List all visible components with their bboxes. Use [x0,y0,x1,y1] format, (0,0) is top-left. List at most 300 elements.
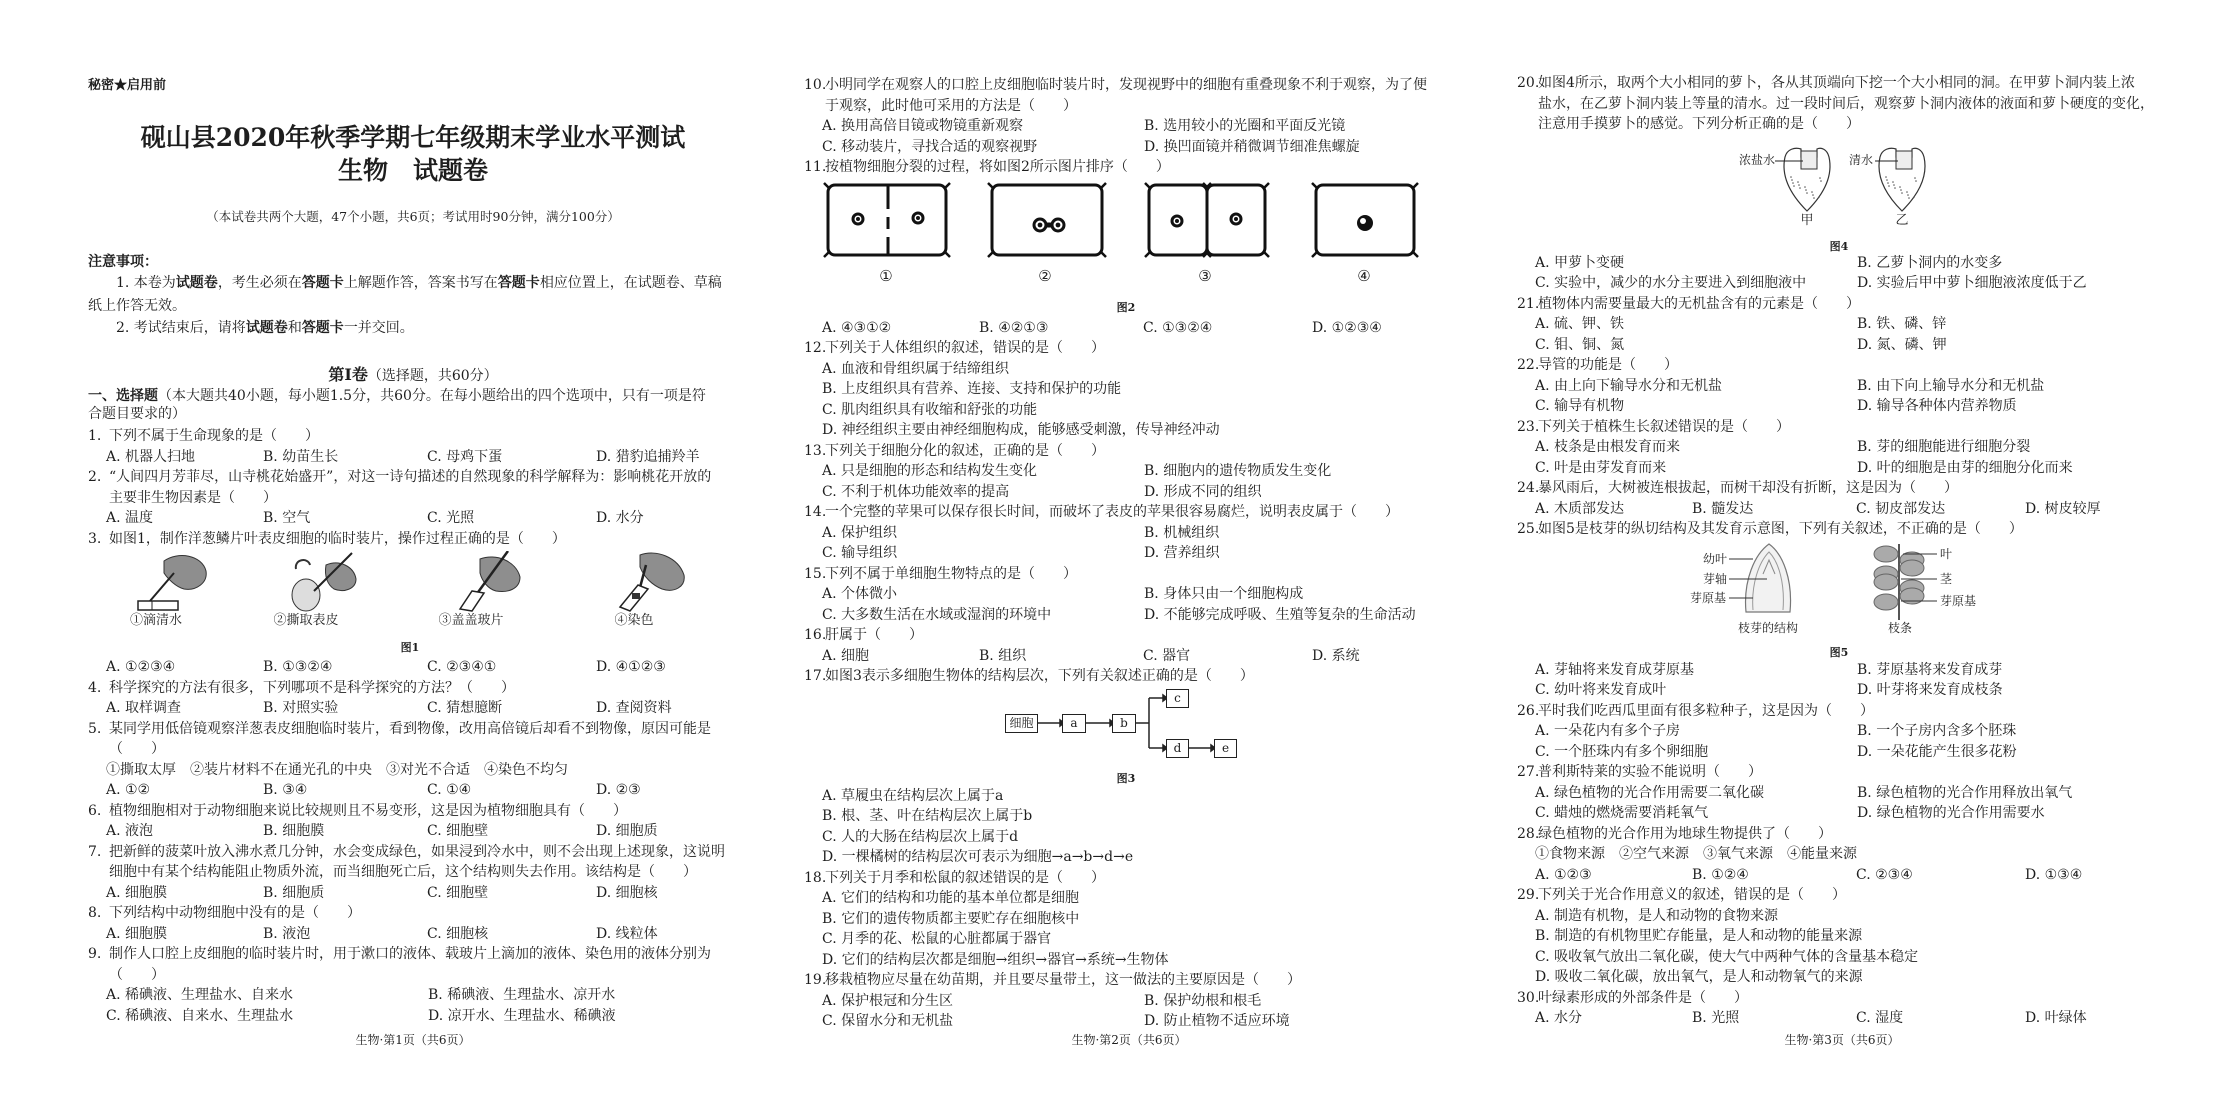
option-c: C. 器官 [1143,647,1191,664]
question-number: 24. [1517,480,1540,496]
tear-epidermis-illustration [286,551,358,617]
option-c: C. 韧皮部发达 [1856,500,1946,517]
option-c: C. 猜想臆断 [427,700,503,716]
notice-text: 答题卡 [301,320,344,336]
question-stem [804,441,1454,462]
question-stem-cont [1517,94,2167,115]
option-a: A. ①②③④ [106,659,176,675]
option-d: D. 绿色植物的光合作用需要水 [1857,805,2045,821]
section-title: 一、选择题 [88,388,158,404]
option-d: D. 凉开水、生理盐水、稀碘液 [428,1007,616,1024]
option-d: D. 一朵花能产生很多花粉 [1857,743,2017,760]
option-b: B. 芽的细胞能进行细胞分裂 [1857,439,2031,455]
option-a: A. 草履虫在结构层次上属于a [822,787,1004,804]
option-row [804,646,1454,667]
question-text: 如图5是枝芽的纵切结构及其发育示意图，下列有关叙述，不正确的是（ ） [1538,521,2023,537]
question-number: 20. [1517,75,1540,91]
question-number: 7. [88,843,102,860]
option-row [88,883,738,904]
notice-text: ，考生必须在 [217,275,302,291]
question-stem [1517,73,2167,94]
label-bud-axis: 芽轴 [1703,571,1728,586]
option-d: D. 树皮较厚 [2025,500,2101,517]
question-number: 11. [804,159,827,175]
option-d: D. 防止植物不适应环境 [1144,1013,1290,1029]
option-c: C. 蜡烛的燃烧需要消耗氧气 [1535,805,1709,821]
label-young-leaf: 幼叶 [1703,551,1728,566]
label-branch-primordium: 芽原基 [1940,593,1977,608]
question-number: 13. [804,442,827,459]
notice-text: 答题卡 [301,275,344,291]
option-a: A. 甲萝卜变硬 [1535,254,1625,271]
option-b: B. 绿色植物的光合作用释放出氧气 [1857,784,2073,801]
option-a: A. ①② [106,782,151,798]
notice-text: 上解题作答，答案书写在 [343,275,498,291]
option-row [804,827,1454,848]
staining-illustration [614,551,686,617]
option-row [804,950,1454,971]
option-a: A. 只是细胞的形态和结构发生变化 [822,463,1038,479]
figure-fig2 [804,178,1454,318]
label-salt-water: 浓盐水 [1739,152,1776,167]
option-row [804,318,1454,339]
option-a: A. 水分 [1535,1010,1583,1026]
question-number: 8. [88,905,102,921]
option-row [1517,660,2167,681]
option-c: C. 大多数生活在水域或湿润的环境中 [822,606,1052,623]
option-b: B. ④②①③ [979,319,1049,336]
option-a: A. ④③①② [822,319,892,336]
option-d: D. 细胞核 [596,884,658,901]
notice-text: 纸上作答无效。 [88,298,186,314]
figure-label: ① [879,266,893,285]
option-row [804,584,1454,605]
option-row [1517,783,2167,804]
question-text: 注意用手摸萝卜的感觉。下列分析正确的是（ ） [1538,116,1860,132]
option-b: B. 由下向上输导水分和无机盐 [1857,377,2045,394]
question-stem-cont [88,739,738,760]
box-b: b [1112,714,1136,733]
part-title: 第Ⅰ卷 [328,365,368,384]
option-c: C. ②③④① [427,659,497,675]
option-b: B. 保护幼根和根毛 [1144,992,1262,1009]
figure-label: ④ [1357,266,1371,285]
question-text: 某同学用低倍镜观察洋葱表皮细胞临时装片，看到物像，改用高倍镜后却看不到物像，原因可能是 [109,720,711,737]
question-text: 小明同学在观察人的口腔上皮细胞临时装片时，发现视野中的细胞有重叠现象不利于观察，为了便 [825,77,1427,93]
question-number: 28. [1517,825,1540,842]
question-text: 把新鲜的菠菜叶放入沸水煮几分钟，水会变成绿色，如果浸到冷水中，则不会出现上述现象，这说明 [109,843,725,860]
question-stem [88,467,738,488]
question-stem [88,529,738,550]
figure-caption: 图3 [1116,771,1136,785]
question-stem [1517,417,2167,438]
question-text: 制作人口腔上皮细胞的临时装片时，用于漱口的液体、载玻片上滴加的液体、染色用的液体分别为 [109,946,711,962]
label-clear-water: 清水 [1849,152,1874,167]
option-b: B. 机械组织 [1144,524,1220,541]
option-d: D. 神经组织主要由神经细胞构成，能够感受刺激，传导神经冲动 [822,422,1220,438]
option-c: C. ①③②④ [1143,319,1213,336]
question-stem [88,842,738,863]
question-number: 21. [1517,295,1540,312]
option-a: A. 稀碘液、生理盐水、自来水 [106,987,294,1003]
question-stem [88,944,738,965]
option-a: A. 它们的结构和功能的基本单位都是细胞 [822,890,1080,906]
option-row [804,523,1454,544]
part-subtitle: （选择题，共60分） [367,368,498,384]
option-row [88,508,738,529]
box-e: e [1214,739,1237,758]
box-a: a [1062,714,1086,733]
question-stem [804,564,1454,585]
option-row [804,605,1454,626]
question-stem [1517,762,2167,783]
option-d: D. 输导各种体内营养物质 [1857,398,2017,414]
option-d: D. 换凹面镜并稍微调节细准焦螺旋 [1144,138,1360,155]
question-text: 肝属于（ ） [825,627,923,643]
question-number: 6. [88,802,102,819]
option-row [1517,396,2167,417]
option-a: A. 个体微小 [822,586,898,602]
option-row [1517,1008,2167,1029]
question-stem [804,970,1454,991]
option-a: A. 保护根冠和分生区 [822,992,954,1009]
option-d: D. 吸收二氧化碳，放出氧气，是人和动物氧气的来源 [1535,969,1863,985]
page-column-3 [1517,73,2167,1029]
option-c: C. 湿度 [1856,1010,1904,1026]
question-number: 10. [804,77,827,93]
option-d: D. ②③ [596,782,641,798]
option-row [88,1006,738,1027]
section-heading [88,385,706,405]
option-row [804,379,1454,400]
radish-experiment-illustration [1517,135,2167,239]
option-b: B. 髓发达 [1692,500,1754,517]
option-a: A. 制造有机物，是人和动物的食物来源 [1535,907,1779,924]
option-d: D. 猎豹追捕羚羊 [596,448,700,465]
option-b: B. 细胞质 [263,884,325,901]
option-c: C. 光照 [427,510,475,526]
notice-text: 试题卷 [245,320,288,336]
box-cell: 细胞 [1005,714,1038,733]
question-stem [804,666,1454,687]
option-d: D. 叶的细胞是由芽的细胞分化而来 [1857,459,2073,476]
exam-subtitle: 生物 试题卷 [337,156,488,185]
notice-text: 试题卷 [175,275,218,291]
question-stem [1517,294,2167,315]
option-row [1517,803,2167,824]
option-b: B. ①②④ [1692,866,1749,883]
option-b: B. ③④ [263,782,308,798]
option-c: C. 吸收氧气放出二氧化碳，使大气中两种气体的含量基本稳定 [1535,948,1919,965]
option-a: A. 温度 [106,510,154,526]
question-text: 盐水，在乙萝卜洞内装上等量的清水。过一段时间后，观察萝卜洞内液体的液面和萝卜硬度的变化， [1538,95,2154,112]
question-stem [1517,824,2167,845]
figure-label: ①滴清水 [129,613,183,628]
option-b: B. 光照 [1692,1010,1740,1026]
option-c: C. 不利于机体功能效率的提高 [822,483,1010,500]
option-a: A. 由上向下输导水分和无机盐 [1535,377,1723,394]
option-d: D. 线粒体 [596,925,658,942]
option-row [1517,376,2167,397]
question-text: 如图1，制作洋葱鳞片叶表皮细胞的临时装片，操作过程正确的是（ ） [109,530,566,547]
option-c: C. 人的大肠在结构层次上属于d [822,828,1019,845]
option-a: A. 木质部发达 [1535,500,1625,517]
option-row [88,924,738,945]
option-a: A. 机器人扫地 [106,448,196,465]
cover-slip-illustration [450,551,522,617]
option-c: C. 移动装片，寻找合适的观察视野 [822,138,1038,155]
question-number: 17. [804,668,827,684]
option-b: B. 选用较小的光圈和平面反光镜 [1144,118,1346,134]
question-stem [1517,355,2167,376]
option-c: C. 输导组织 [822,545,898,561]
figure-caption: 图1 [400,641,420,654]
notice-text: 相应位置上，在试题卷、草稿 [539,275,722,291]
option-d: D. 不能够完成呼吸、生殖等复杂的生命活动 [1144,606,1416,623]
option-row [804,806,1454,827]
page-footer: 生物·第2页（共6页） [1071,1033,1187,1047]
option-c: C. 钼、铜、氮 [1535,336,1625,353]
option-row [1517,458,2167,479]
question-text: “人间四月芳菲尽，山寺桃花始盛开”，对这一诗句描述的自然现象的科学解释为：影响桃花开放的 [109,469,712,485]
option-row [804,1011,1454,1032]
question-text: 下列关于月季和松鼠的叙述错误的是（ ） [825,869,1105,886]
question-number: 27. [1517,764,1540,780]
option-a: A. ①②③ [1535,866,1592,883]
option-c: C. 细胞壁 [427,884,489,901]
cell-division-illustration [804,181,1454,265]
option-row [804,847,1454,868]
option-a: A. 枝条是由根发育而来 [1535,439,1681,455]
question-number: 1. [88,428,102,444]
question-stem [804,75,1454,96]
option-row [1517,947,2167,968]
option-row [804,359,1454,380]
option-c: C. 幼叶将来发育成叶 [1535,682,1667,698]
option-row [1517,865,2167,886]
question-number: 15. [804,565,827,582]
figure-label: ④染色 [614,613,654,628]
option-row [1517,906,2167,927]
label-yi: 乙 [1895,212,1909,228]
page-column-2 [804,75,1454,1032]
question-number: 16. [804,627,827,643]
option-b: B. ①③②④ [263,659,333,675]
bud-and-branch-illustration [1517,540,2167,634]
figure-fig1 [88,549,738,657]
exam-info-note: （本试卷共两个大题，47个小题，共6页；考试用时90分钟，满分100分） [206,209,620,224]
question-text: 导管的功能是（ ） [1538,357,1678,373]
page-column-1 [88,426,738,1026]
option-b: B. 上皮组织具有营养、连接、支持和保护的功能 [822,381,1122,397]
notice-item [116,272,722,292]
question-number: 12. [804,340,827,356]
question-stem [804,157,1454,178]
page-footer: 生物·第1页（共6页） [355,1033,471,1047]
question-number: 22. [1517,357,1540,373]
question-text: 下列关于细胞分化的叙述，正确的是（ ） [825,442,1105,459]
option-a: A. 保护组织 [822,524,898,541]
option-a: A. 细胞 [822,647,870,664]
question-text: （ ） [109,741,165,757]
figure-caption: 图4 [1829,239,1849,253]
option-row [88,780,738,801]
option-row [804,909,1454,930]
page-footer: 生物·第3页（共6页） [1784,1033,1900,1047]
option-a: A. 液泡 [106,823,154,839]
option-row [804,929,1454,950]
figure-label: ③盖盖玻片 [438,613,504,628]
option-b: B. 幼苗生长 [263,448,339,465]
option-a: A. 绿色植物的光合作用需要二氧化碳 [1535,784,1765,801]
question-number: 29. [1517,887,1540,903]
question-stem-cont [1517,114,2167,135]
option-b: B. 液泡 [263,925,311,942]
option-a: A. 硫、钾、铁 [1535,316,1625,332]
question-number: 5. [88,720,102,737]
statement-text: ①食物来源 ②空气来源 ③氧气来源 ④能量来源 [1535,846,1857,862]
option-d: D. ④①②③ [596,659,666,675]
confidential-mark: 秘密★启用前 [88,78,167,93]
label-branch: 枝条 [1887,620,1913,635]
option-b: B. 根、茎、叶在结构层次上属于b [822,808,1033,824]
question-number: 18. [804,869,827,886]
option-a: A. 血液和骨组织属于结缔组织 [822,360,1010,377]
option-d: D. 它们的结构层次都是细胞→组织→器官→系统→生物体 [822,951,1169,968]
option-d: D. 形成不同的组织 [1144,483,1262,500]
question-text: 于观察，此时他可采用的方法是（ ） [825,97,1077,114]
question-text: 移栽植物应尽量在幼苗期，并且要尽量带土，这一做法的主要原因是（ ） [825,972,1301,988]
option-a: A. 芽轴将来发育成芽原基 [1535,661,1695,678]
drop-water-illustration [136,551,208,617]
question-stem-cont [804,96,1454,117]
option-row [804,137,1454,158]
option-b: B. 对照实验 [263,700,339,716]
figure-caption: 图2 [1116,300,1136,314]
option-a: A. 细胞膜 [106,925,168,942]
option-a: A. 取样调查 [106,700,182,716]
option-c: C. 稀碘液、自来水、生理盐水 [106,1007,294,1024]
notice-text: 答题卡 [497,275,540,291]
question-text: 科学探究的方法有很多，下列哪项不是科学探究的方法？（ ） [109,679,515,696]
question-number: 23. [1517,418,1540,435]
notice-title: 注意事项： [88,254,158,270]
option-d: D. 叶绿体 [2025,1010,2087,1026]
question-text: 下列不属于单细胞生物特点的是（ ） [825,565,1077,582]
option-c: C. 细胞核 [427,925,489,942]
notice-text: 1. 本卷为 [116,275,176,291]
question-number: 25. [1517,521,1540,537]
option-a: A. 细胞膜 [106,884,168,901]
option-c: C. 月季的花、松鼠的心脏都属于器官 [822,931,1052,947]
question-number: 4. [88,679,102,696]
option-row [1517,742,2167,763]
notice-text: 和 [287,320,302,336]
part-heading [88,362,738,385]
question-stem [88,801,738,822]
question-number: 3. [88,530,102,547]
option-row [88,447,738,468]
question-text: 暴风雨后，大树被连根拔起，而树干却没有折断，这是因为（ ） [1538,480,1958,496]
option-row [88,821,738,842]
option-c: C. 输导有机物 [1535,398,1625,414]
question-text: 细胞中有某个结构能阻止物质外流，而当细胞死亡后，这个结构则失去作用。该结构是（ ） [109,864,697,880]
question-stem [804,868,1454,889]
option-row [88,985,738,1006]
option-row [1517,273,2167,294]
question-text: 如图4所示，取两个大小相同的萝卜，各从其顶端向下挖一个大小相同的洞。在甲萝卜洞内装上浓 [1538,75,2135,91]
option-d: D. 查阅资料 [596,700,672,716]
question-text: 叶绿素形成的外部条件是（ ） [1538,989,1748,1006]
label-bud-structure: 枝芽的结构 [1737,620,1799,635]
option-d: D. ①②③④ [1312,319,1382,336]
option-d: D. 细胞质 [596,823,658,839]
question-stem-cont [88,862,738,883]
option-row [1517,335,2167,356]
option-c: C. ②③④ [1856,866,1913,883]
option-c: C. 一个胚珠内有多个卵细胞 [1535,743,1709,760]
question-stem [1517,885,2167,906]
option-row [804,888,1454,909]
option-b: B. 稀碘液、生理盐水、凉开水 [428,987,616,1003]
question-number: 9. [88,946,102,962]
figure-label: ② [1038,266,1052,285]
question-stem [88,903,738,924]
statement-text: ①撕取太厚 ②装片材料不在通光孔的中央 ③对光不合适 ④染色不均匀 [106,761,568,778]
question-stem [1517,701,2167,722]
option-c: C. ①④ [427,782,472,798]
box-d: d [1166,739,1189,758]
option-d: D. 叶芽将来发育成枝条 [1857,682,2003,698]
question-text: 绿色植物的光合作用为地球生物提供了（ ） [1538,825,1832,842]
question-text: 植物体内需要量最大的无机盐含有的元素是（ ） [1538,295,1860,312]
option-row [804,420,1454,441]
label-leaf: 叶 [1940,546,1953,561]
option-row [804,400,1454,421]
question-text: 下列关于光合作用意义的叙述，错误的是（ ） [1538,887,1846,903]
question-stem-cont [88,488,738,509]
question-text: 下列关于植株生长叙述错误的是（ ） [1538,418,1790,435]
option-row [804,543,1454,564]
option-b: B. 空气 [263,510,311,526]
label-jia: 甲 [1800,212,1814,228]
question-number: 2. [88,469,102,485]
question-text: 下列不属于生命现象的是（ ） [109,428,319,444]
option-a: A. 换用高倍目镜或物镜重新观察 [822,118,1024,134]
option-b: B. 细胞膜 [263,823,325,839]
option-b: B. 制造的有机物里贮存能量，是人和动物的能量来源 [1535,928,1863,944]
option-row [1517,437,2167,458]
statement-list [1517,844,2167,865]
question-stem [1517,988,2167,1009]
option-row [1517,253,2167,274]
option-row [804,461,1454,482]
option-row [804,116,1454,137]
option-b: B. 身体只由一个细胞构成 [1144,586,1304,602]
option-a: A. 一朵花内有多个子房 [1535,723,1681,739]
question-text: 平时我们吃西瓜里面有很多粒种子，这是因为（ ） [1538,702,1874,719]
label-stem: 茎 [1940,571,1953,586]
box-c: c [1166,689,1189,708]
figure-fig5 [1517,540,2167,660]
question-stem [88,719,738,740]
option-c: C. 实验中，减少的水分主要进入到细胞液中 [1535,275,1807,291]
notice-text: 2. 考试结束后，请将 [116,320,246,336]
option-c: C. 肌肉组织具有收缩和舒张的功能 [822,401,1038,418]
statement-list [88,760,738,781]
option-c: C. 细胞壁 [427,823,489,839]
option-row [88,657,738,678]
